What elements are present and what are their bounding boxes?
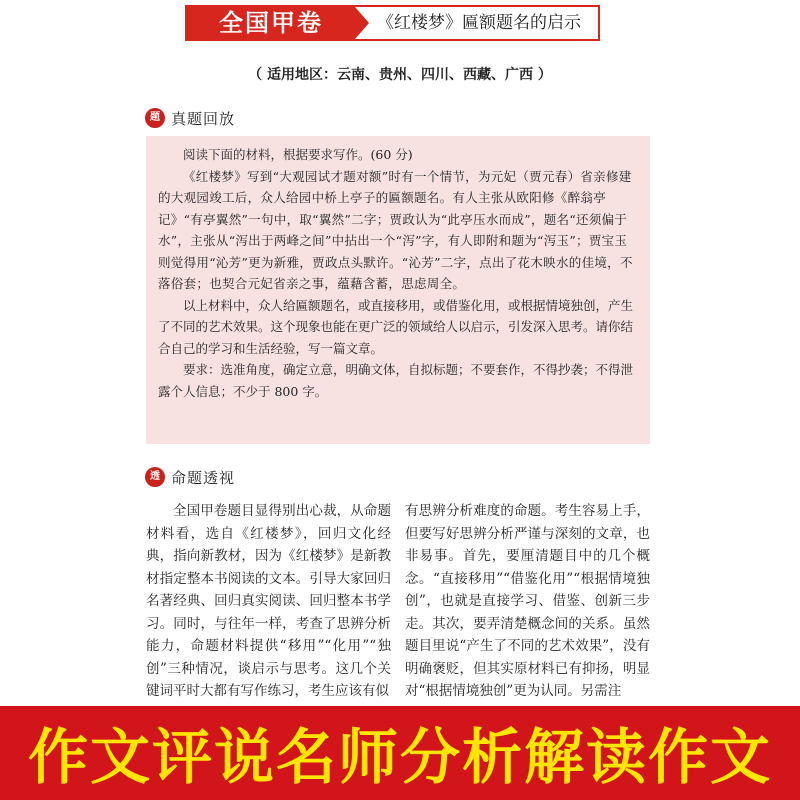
analysis-column-left (146, 500, 391, 703)
section-header-review (145, 107, 235, 129)
article-title: 《红楼梦》匾额题名的启示 (377, 13, 581, 33)
question-requirement: 要求：选准角度，确定立意，明确文体，自拟标题；不要套作，不得抄袭；不得泄露个人信息；不少于 800 字。 (158, 362, 634, 399)
section-title-analysis: 命题透视 (171, 468, 236, 487)
question-material: 《红楼梦》写到“大观园试才题对额”时有一个情节，为元妃（贾元春）省亲修建的大观园竣工后，众人给园中桥上亭子的匾额题名。有人主张从欧阳修《醉翁亭记》“有亭翼然”一句中，取“翼然”二字；贾政认为“此亭压水而成”，题名“还须偏于水”，主张从“泻出于两峰之间”中拈出一个“泻”字，有人即附和题为“泻玉”；贾宝玉则觉得用“沁芳”更为新雅，贾政点头默许。“沁芳”二字，点出了花木映水的佳境，不落俗套；也契合元妃省亲之事，蕴藉含蓄，思虑周全。 (158, 168, 633, 291)
analysis-text-right: 有思辨分析难度的命题。考生容易上手，但要写好思辨分析严谨与深刻的文章，也非易事。首先，要厘清题目中的几个概念。“直接移用”“借鉴化用”“根据情境独创”，也就是直接学习、借鉴、创新三步走。其次，要弄清楚概念间的关系。虽然题目里说“产生了不同的艺术效果”，没有明确褒贬，但其实原材料已有抑扬，明显对“根据情境独创”更为认同。另需注 (405, 503, 650, 699)
section-title-review: 真题回放 (171, 109, 236, 128)
analysis-column-right (405, 500, 650, 703)
seal-icon: 题 (145, 108, 165, 128)
question-box (146, 136, 650, 444)
exam-tag: 全国甲卷 (187, 7, 355, 39)
region-note: （ 适用地区：云南、贵州、四川、西藏、广西 ） (248, 67, 552, 83)
promo-banner (0, 706, 800, 800)
question-intro: 阅读下面的材料，根据要求写作。(60 分) (183, 147, 413, 162)
seal-icon: 透 (145, 467, 165, 487)
question-prompt: 以上材料中，众人给匾额题名，或直接移用，或借鉴化用，或根据情境独创，产生了不同的艺术效果。这个现象也能在更广泛的领域给人以启示，引发深入思考。请你结合自己的学习和生活经验，写一篇文章。 (158, 297, 634, 356)
header-bar (185, 5, 600, 41)
section-header-analysis (145, 466, 235, 488)
analysis-text-left: 全国甲卷题目显得别出心裁，从命题材料看，选自《红楼梦》，回归文化经典，指向新教材，因为《红楼梦》是新教材指定整本书阅读的文本。引导大家回归名著经典、回归真实阅读、回归整本书学习。同时，与往年一样，考查了思辨分析能力，命题材料提供“移用”“化用”“独创”三种情况，谈启示与思考。这几个关键词平时大都有写作练习，考生应该有似 (146, 503, 391, 699)
banner-text: 作文评说名师分析解读作文 (28, 723, 772, 793)
